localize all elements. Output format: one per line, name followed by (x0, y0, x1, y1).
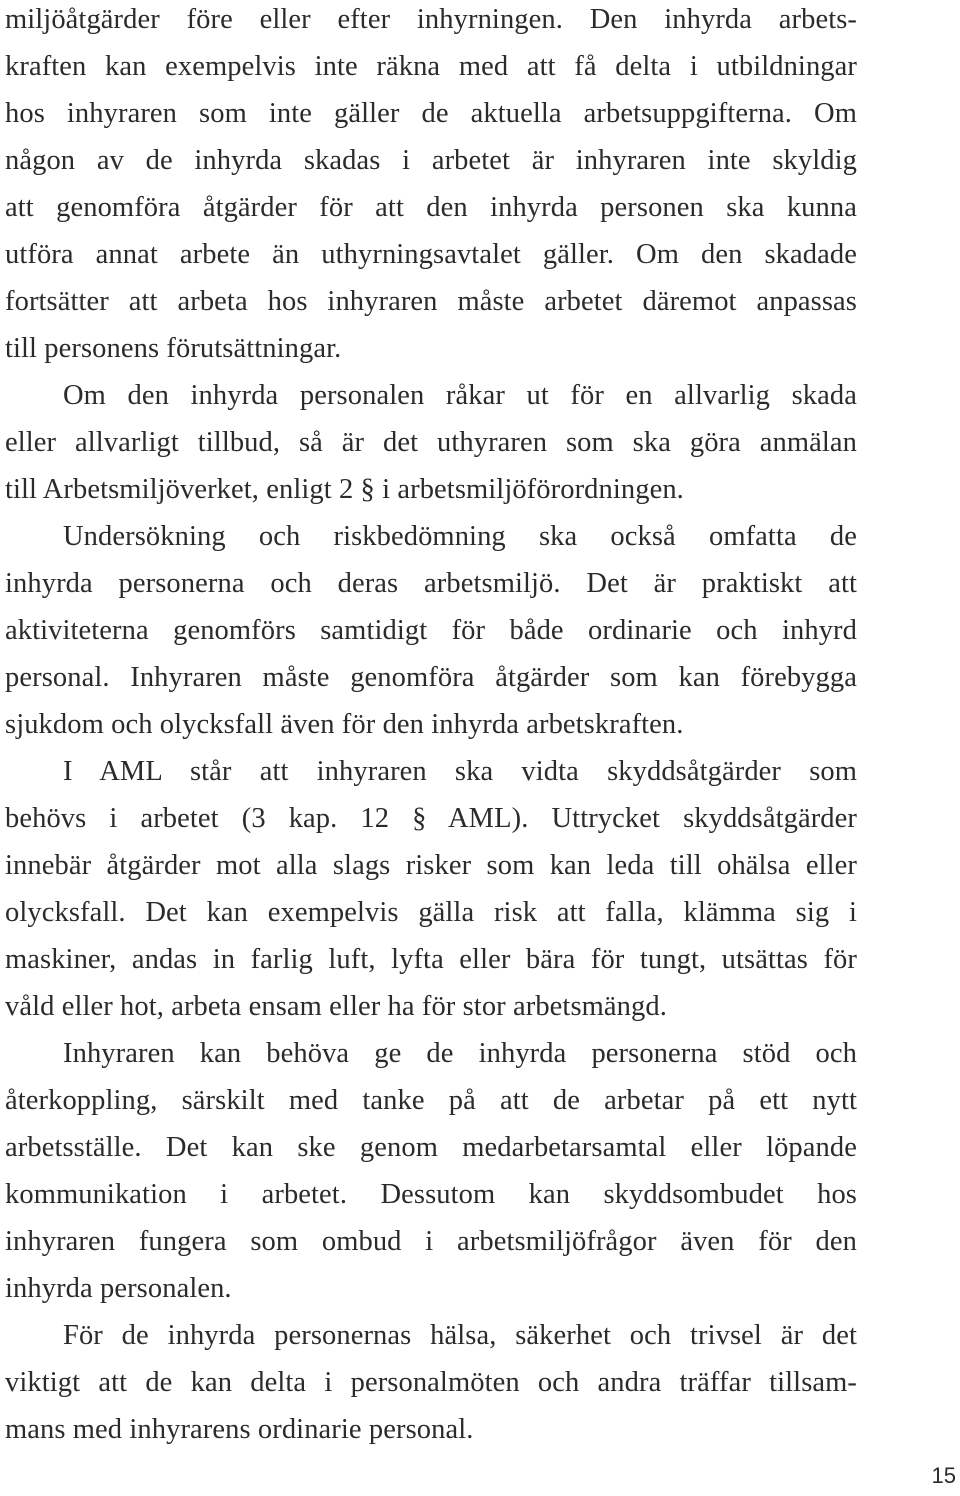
text-line: viktigt att de kan delta i personalmöten och andra träffar tillsam- (5, 1367, 857, 1398)
text-line: inhyrda personerna och deras arbetsmiljö. Det är praktiskt att (5, 568, 857, 599)
page-number: 15 (931, 1463, 956, 1488)
text-line: sjukdom och olycksfall även för den inhyrda arbetskraften. (5, 709, 684, 740)
text-line: personal. Inhyraren måste genomföra åtgärder som kan förebygga (5, 662, 857, 693)
text-line: inhyraren fungera som ombud i arbetsmiljöfrågor även för den (5, 1226, 857, 1257)
text-line: till personens förutsättningar. (5, 333, 342, 364)
text-line: behövs i arbetet (3 kap. 12 § AML). Uttrycket skyddsåtgärder (5, 803, 857, 834)
paragraph (5, 376, 857, 517)
text-line: I AML står att inhyraren ska vidta skyddsåtgärder som (63, 756, 857, 787)
paragraph (5, 0, 857, 376)
paragraph (5, 1034, 857, 1316)
text-line: kommunikation i arbetet. Dessutom kan skyddsombudet hos (5, 1179, 857, 1210)
body-text (5, 0, 857, 1457)
paragraph (5, 517, 857, 752)
text-line: mans med inhyrarens ordinarie personal. (5, 1414, 474, 1445)
text-line: hos inhyraren som inte gäller de aktuella arbetsuppgifterna. Om (5, 98, 857, 129)
text-line: eller allvarligt tillbud, så är det uthyraren som ska göra anmälan (5, 427, 857, 458)
text-line: aktiviteterna genomförs samtidigt för både ordinarie och inhyrd (5, 615, 857, 646)
text-line: att genomföra åtgärder för att den inhyrda personen ska kunna (5, 192, 857, 223)
text-line: innebär åtgärder mot alla slags risker som kan leda till ohälsa eller (5, 850, 857, 881)
text-line: utföra annat arbete än uthyrningsavtalet gäller. Om den skadade (5, 239, 857, 270)
text-line: miljöåtgärder före eller efter inhyrningen. Den inhyrda arbets- (5, 4, 857, 35)
text-line: arbetsställe. Det kan ske genom medarbetarsamtal eller löpande (5, 1132, 857, 1163)
text-line: våld eller hot, arbeta ensam eller ha för stor arbetsmängd. (5, 991, 667, 1022)
text-line: inhyrda personalen. (5, 1273, 232, 1304)
text-line: Inhyraren kan behöva ge de inhyrda personerna stöd och (63, 1038, 857, 1069)
paragraph (5, 752, 857, 1034)
text-line: fortsätter att arbeta hos inhyraren måste arbetet däremot anpassas (5, 286, 857, 317)
text-line: återkoppling, särskilt med tanke på att de arbetar på ett nytt (5, 1085, 857, 1116)
text-line: kraften kan exempelvis inte räkna med att få delta i utbildningar (5, 51, 857, 82)
text-line: någon av de inhyrda skadas i arbetet är inhyraren inte skyldig (5, 145, 857, 176)
text-line: Om den inhyrda personalen råkar ut för en allvarlig skada (63, 380, 857, 411)
text-line: olycksfall. Det kan exempelvis gälla risk att falla, klämma sig i (5, 897, 857, 928)
text-line: För de inhyrda personernas hälsa, säkerhet och trivsel är det (63, 1320, 857, 1351)
text-line: maskiner, andas in farlig luft, lyfta eller bära för tungt, utsättas för (5, 944, 857, 975)
text-line: Undersökning och riskbedömning ska också omfatta de (63, 521, 857, 552)
text-line: till Arbetsmiljöverket, enligt 2 § i arbetsmiljöförordningen. (5, 474, 684, 505)
paragraph (5, 1316, 857, 1457)
